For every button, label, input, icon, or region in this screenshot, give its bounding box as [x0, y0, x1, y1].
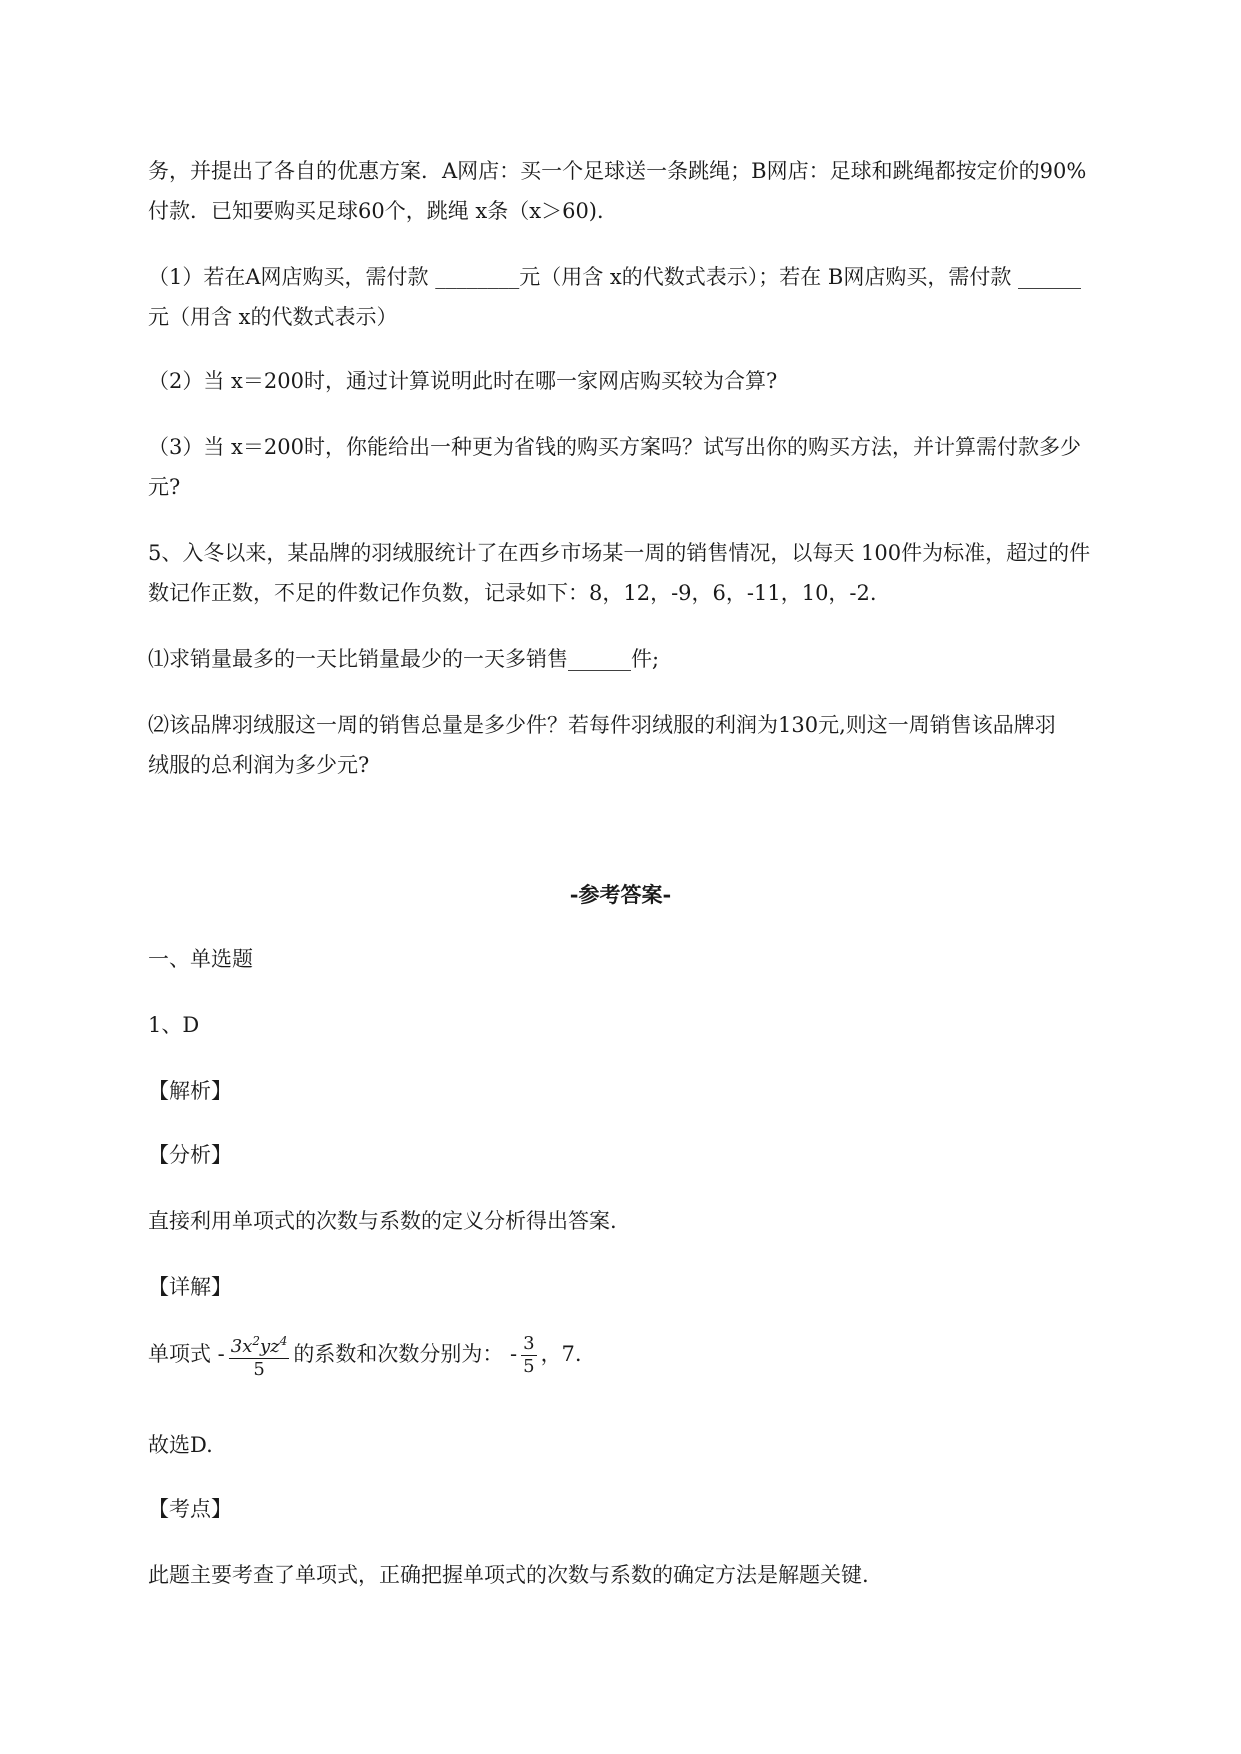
fenxi-tag: 【分析】 — [148, 1143, 232, 1167]
fenxi-text: 直接利用单项式的次数与系数的定义分析得出答案. — [148, 1209, 617, 1233]
kaodian-tag: 【考点】 — [148, 1497, 232, 1521]
detail-tag: 【详解】 — [148, 1275, 232, 1299]
coefficient-fraction — [521, 1333, 536, 1378]
question-3-line: （3）当 x＝200时，你能给出一种更为省钱的购买方案吗？试写出你的购买方法，并计算需付款多少 — [148, 435, 1081, 459]
section-title: 一、单选题 — [148, 947, 253, 971]
monomial-fraction — [229, 1330, 290, 1381]
monomial-numerator: $3x^2yz^4$ — [229, 1330, 290, 1359]
monomial-denominator: 5 — [253, 1359, 265, 1380]
question-3-line: 元? — [148, 475, 181, 499]
analysis-tag: 【解析】 — [148, 1079, 232, 1103]
problem-5-question-2-line: ⑵该品牌羽绒服这一周的销售总量是多少件？若每件羽绒服的利润为130元,则这一周销售该品牌羽 — [148, 713, 1056, 737]
coefficient-denominator: 5 — [523, 1356, 535, 1377]
detail-suffix: ，7. — [540, 1342, 582, 1366]
answers-heading: -参考答案- — [569, 882, 672, 907]
problem-5-line: 数记作正数，不足的件数记作负数，记录如下：8，12，-9，6，-11，10，-2. — [148, 581, 877, 605]
coefficient-numerator: 3 — [523, 1333, 535, 1354]
question-2: （2）当 x＝200时，通过计算说明此时在哪一家网店购买较为合算? — [148, 369, 778, 393]
problem-5-question-1: ⑴求销量最多的一天比销量最少的一天多销售______件; — [148, 647, 660, 671]
problem-5-line: 5、入冬以来，某品牌的羽绒服统计了在西乡市场某一周的销售情况，以每天 100件为标准，超过的件 — [148, 541, 1091, 565]
problem-text-line: 务，并提出了各自的优惠方案．A网店：买一个足球送一条跳绳；B网店：足球和跳绳都按定价的90% — [148, 159, 1087, 183]
detail-mid: 的系数和次数分别为： - — [293, 1342, 518, 1366]
choice-text: 故选D. — [148, 1433, 213, 1457]
answer-item: 1、D — [148, 1013, 200, 1037]
problem-text-line: 付款．已知要购买足球60个，跳绳 x条（x＞60)． — [148, 199, 618, 223]
kaodian-text: 此题主要考查了单项式，正确把握单项式的次数与系数的确定方法是解题关键. — [148, 1563, 869, 1587]
problem-5-question-2-line: 绒服的总利润为多少元? — [148, 753, 370, 777]
detail-prefix: 单项式 - — [148, 1342, 225, 1366]
detail-formula-line — [148, 1330, 1158, 1390]
question-1-line: （1）若在A网店购买，需付款 ________元（用含 x的代数式表示）；若在 B网店购买，需付款 ______ — [148, 265, 1081, 289]
question-1-line: 元（用含 x的代数式表示） — [148, 305, 398, 329]
